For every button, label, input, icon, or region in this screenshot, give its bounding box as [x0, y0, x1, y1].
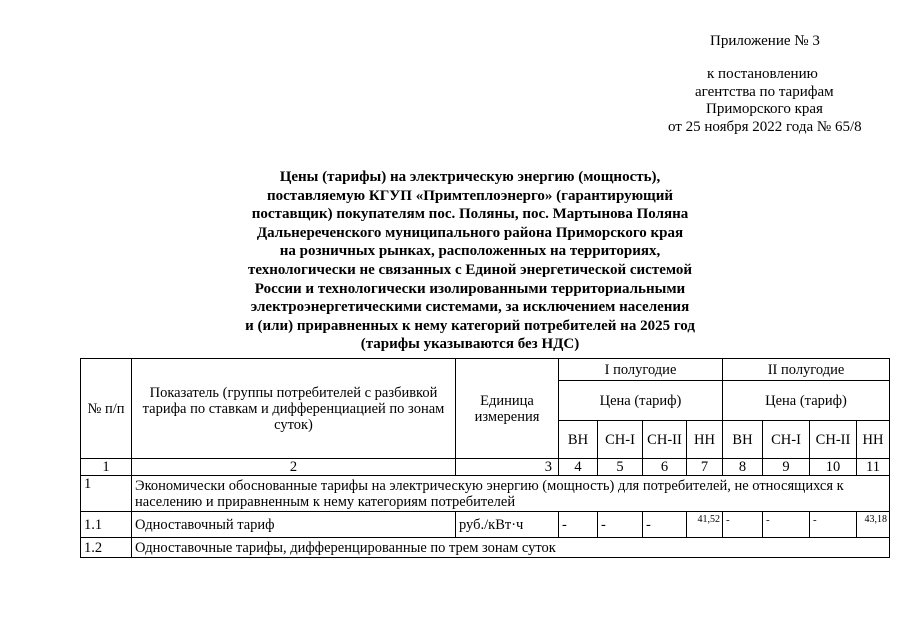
header-price-half1: Цена (тариф) [559, 381, 723, 421]
column-number: 7 [687, 459, 723, 476]
header-unit: Единица измерения [456, 359, 559, 459]
column-number: 11 [857, 459, 890, 476]
title-line: поставляемую КГУП «Примтеплоэнерго» (гарантирующий [266, 187, 674, 204]
tariff-table [80, 358, 890, 558]
header-half1: I полугодие [559, 359, 723, 381]
tariff-value: - [763, 512, 810, 538]
tariff-value: - [723, 512, 763, 538]
column-number: 3 [456, 459, 559, 476]
row-num: 1 [81, 476, 132, 512]
row-num: 1.1 [81, 512, 132, 538]
column-number: 2 [132, 459, 456, 476]
appendix-line: агентства по тарифам [695, 84, 834, 100]
row-num: 1.2 [81, 538, 132, 558]
header-level: СН-I [598, 421, 643, 459]
column-number: 10 [810, 459, 857, 476]
row-text: Одноставочные тарифы, дифференцированные по трем зонам суток [132, 538, 890, 558]
header-level: СН-II [810, 421, 857, 459]
table-row [81, 538, 890, 558]
column-number: 4 [559, 459, 598, 476]
tariff-value: - [598, 512, 643, 538]
column-number: 1 [81, 459, 132, 476]
appendix-line: от 25 ноября 2022 года № 65/8 [668, 119, 862, 135]
header-num: № п/п [81, 359, 132, 459]
column-number-row [81, 459, 890, 476]
title-line: (тарифы указываются без НДС) [360, 336, 580, 353]
appendix-number: Приложение № 3 [710, 33, 820, 49]
title-line: на розничных рынках, расположенных на территориях, [279, 243, 661, 260]
row-text: Одноставочный тариф [132, 512, 456, 538]
row-text: Экономически обоснованные тарифы на электрическую энергию (мощность) для потребителей, не относящихся к населению и приравненным к нему категориям потребителей [132, 476, 890, 512]
title-line: поставщик) покупателям пос. Поляны, пос. Мартынова Поляна [251, 206, 689, 223]
title-line: технологически не связанных с Единой энергетической системой [247, 261, 693, 278]
header-level: ВН [723, 421, 763, 459]
appendix-line: Приморского края [706, 101, 823, 117]
title-line: Цены (тарифы) на электрическую энергию (мощность), [279, 169, 661, 185]
header-half2: II полугодие [723, 359, 890, 381]
tariff-value: 41,52 [687, 512, 723, 538]
header-level: НН [857, 421, 890, 459]
tariff-value: - [810, 512, 857, 538]
header-level: СН-I [763, 421, 810, 459]
tariff-value: - [643, 512, 687, 538]
title-line: и (или) приравненных к нему категорий потребителей на 2025 год [245, 317, 695, 334]
document-title [170, 168, 770, 354]
title-line: электроэнергетическими системами, за исключением населения [250, 299, 690, 316]
column-number: 8 [723, 459, 763, 476]
column-number: 6 [643, 459, 687, 476]
header-level: ВН [559, 421, 598, 459]
table-row [81, 512, 890, 538]
column-number: 5 [598, 459, 643, 476]
tariff-value: 43,18 [857, 512, 890, 538]
tariff-value: - [559, 512, 598, 538]
title-line: Дальнереченского муниципального района Приморского края [256, 224, 684, 241]
header-price-half2: Цена (тариф) [723, 381, 890, 421]
header-indicator: Показатель (группы потребителей с разбивкой тарифа по ставкам и дифференциацией по зонам суток) [132, 359, 456, 459]
appendix-line: к постановлению [707, 66, 818, 82]
row-unit: руб./кВт·ч [456, 512, 559, 538]
header-level: СН-II [643, 421, 687, 459]
title-line: России и технологически изолированными территориальными [254, 280, 686, 297]
table-row [81, 476, 890, 512]
column-number: 9 [763, 459, 810, 476]
header-level: НН [687, 421, 723, 459]
